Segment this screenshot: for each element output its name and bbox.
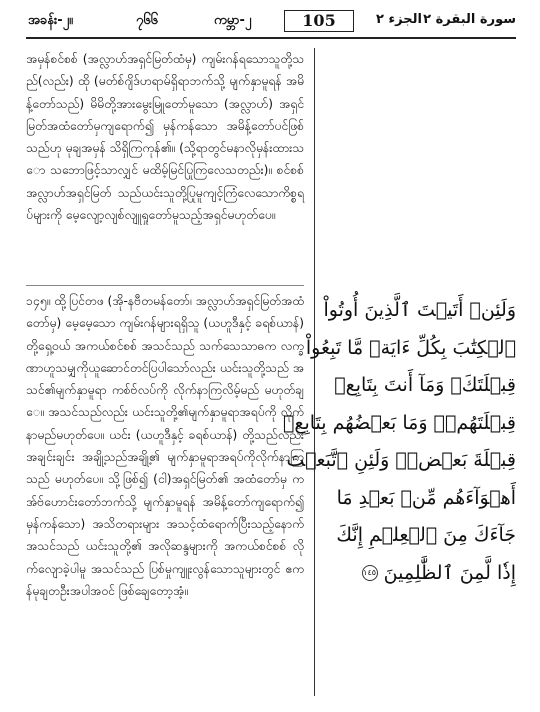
header-number: ၇၆၆ [136,13,158,28]
arabic-line-last [326,555,516,593]
header-rule [26,37,516,39]
arabic-line: قِبۡلَةَ بَعۡضٖۚ وَلَئِنِ ٱتَّبَعۡتَ [286,449,516,471]
arabic-line: ٱلۡكِتَٰبَ بِكُلِّ ءَايَةٖ مَّا تَبِعُواْ [305,336,516,359]
juz-label: အခန်း-၂။ [28,13,73,28]
juz-arabic-label: الجزء ٢ [376,12,422,27]
arabic-line-text: إِذٗا لَّمِنَ ٱلظَّٰلِمِينَ [383,561,516,584]
arabic-line: قِبۡلَتَهُمۡۚ وَمَا بَعۡضُهُم بِتَابِعٖ [282,411,516,434]
translation-paragraph-2: ၁၄၅။ ထို့ပြင်တဖ (အို-နဗီတမန်တော်၊ အလ္လာဟ်အရှင်မြတ်အထံတော်မှ) မေ့မေ့သော ကျမ်းဂန်များရရှိသူ (ယဟူဒီနှင့် ခရစ်ယာန်)တို့ရှေ့ဝယ် အကယ်စင်စစ် အသင်သည် သက်သေသာဓက လက္ခဏာဟူသမျှကိုယူဆောင်တင်ပြပါသော်လည်း ယင်းသူတို့သည် အသင်၏မျက်နှာမူရာ ကစ်ဗ်လပ်ကို လိုက်နာကြလိမ့်မည် မဟုတ်ချေ။ အသင်သည်လည်း ယင်းသူတို့၏မျက်နှာမူရာအရပ်ကို လိုက်နာမည်မဟုတ်ပေ။ ယင်း (ယဟူဒီနှင့် ခရစ်ယာန်) တို့သည်လည်းအချင်းချင်း အချို့သည်အချို့၏ မျက်နှာမူရာအရပ်ကိုလိုက်နာကြသည် မဟုတ်ပေ။ သို့ဖြစ်၍ (ငါ)အရှင်မြတ်၏ အထံတော်မှ ကအ်ဗ်ဟောင်းတော်ဘက်သို့ မျက်နှာမူရန် အမိန့်တော်ကျရောက်၍မှန်ကန်သော) အသိတရားများ အသင့်ထံရောက်ပြီးသည့်နောက် အသင်သည် ယင်းသူတို့၏ အလိုဆန္ဒများကို အကယ်စင်စစ် လိုက်လျောခဲ့ပါမူ အသင်သည် ပြစ်မှုကျူးလွန်သောသူများတွင် ဧကန်မုချတဦးအပါအဝင် ဖြစ်ချေတော့အံ့။ [26,294,304,598]
arabic-line: جَآءَكَ مِنَ ٱلۡعِلۡمِ إِنَّكَ [336,524,516,546]
page-header [26,10,516,34]
surah-arabic-label: سورة البقرة ٢ [423,12,516,27]
arabic-verse [282,292,516,592]
translation-paragraph-1: အမှန်စင်စစ် (အလ္လာဟ်အရှင်မြတ်ထံမှ) ကျမ်းဂန်ရသောသူတို့သည်(လည်း) ထို (မတ်စ်ဂျိဒ်ဟရာမ်ရှိရာဘက်သို့ မျက်နှာမူရန် အမိန့်တော်သည်) မိမိတို့အားမွေးမြူတော်မူသော (အလ္လာဟ်) အရှင်မြတ်အထံတော်မှကျရောက်၍ မှန်ကန်သော အမိန့်တော်ပင်ဖြစ်သည်ဟု မုချအမှန် သိရှိကြကုန်၏။ (သို့ရာတွင်မနာလိုမှန်းထားသော သဘောဖြင့်သာလျှင် မထိမ့်မြင်ပြုကြလေသတည်း)။ စင်စစ် အလ္လာဟ်အရှင်မြတ် သည်ယင်းသူတို့ပြုမူကျင့်ကြံလေသောကိစ္စရပ်များကို မေ့လျော့လျစ်လျူရှုတော်မူသည့်အရှင်မဟုတ်ပေ။ [26,52,304,223]
arabic-line: وَلَئِنۡ أَتَيۡتَ ٱلَّذِينَ أُوتُواْ [323,299,516,321]
ayah-end-marker: ١٤٥ [362,565,378,581]
arabic-line: قِبۡلَتَكَۚ وَمَآ أَنتَ بِتَابِعٖ [334,374,516,396]
paragraph-separator [26,285,304,286]
arabic-line: أَهۡوَآءَهُم مِّنۢ بَعۡدِ مَا [336,486,516,509]
month-label: ကမ္ဘာ-၂ [214,13,252,28]
page-number-box: 105 [284,10,354,32]
column-divider [314,48,315,696]
